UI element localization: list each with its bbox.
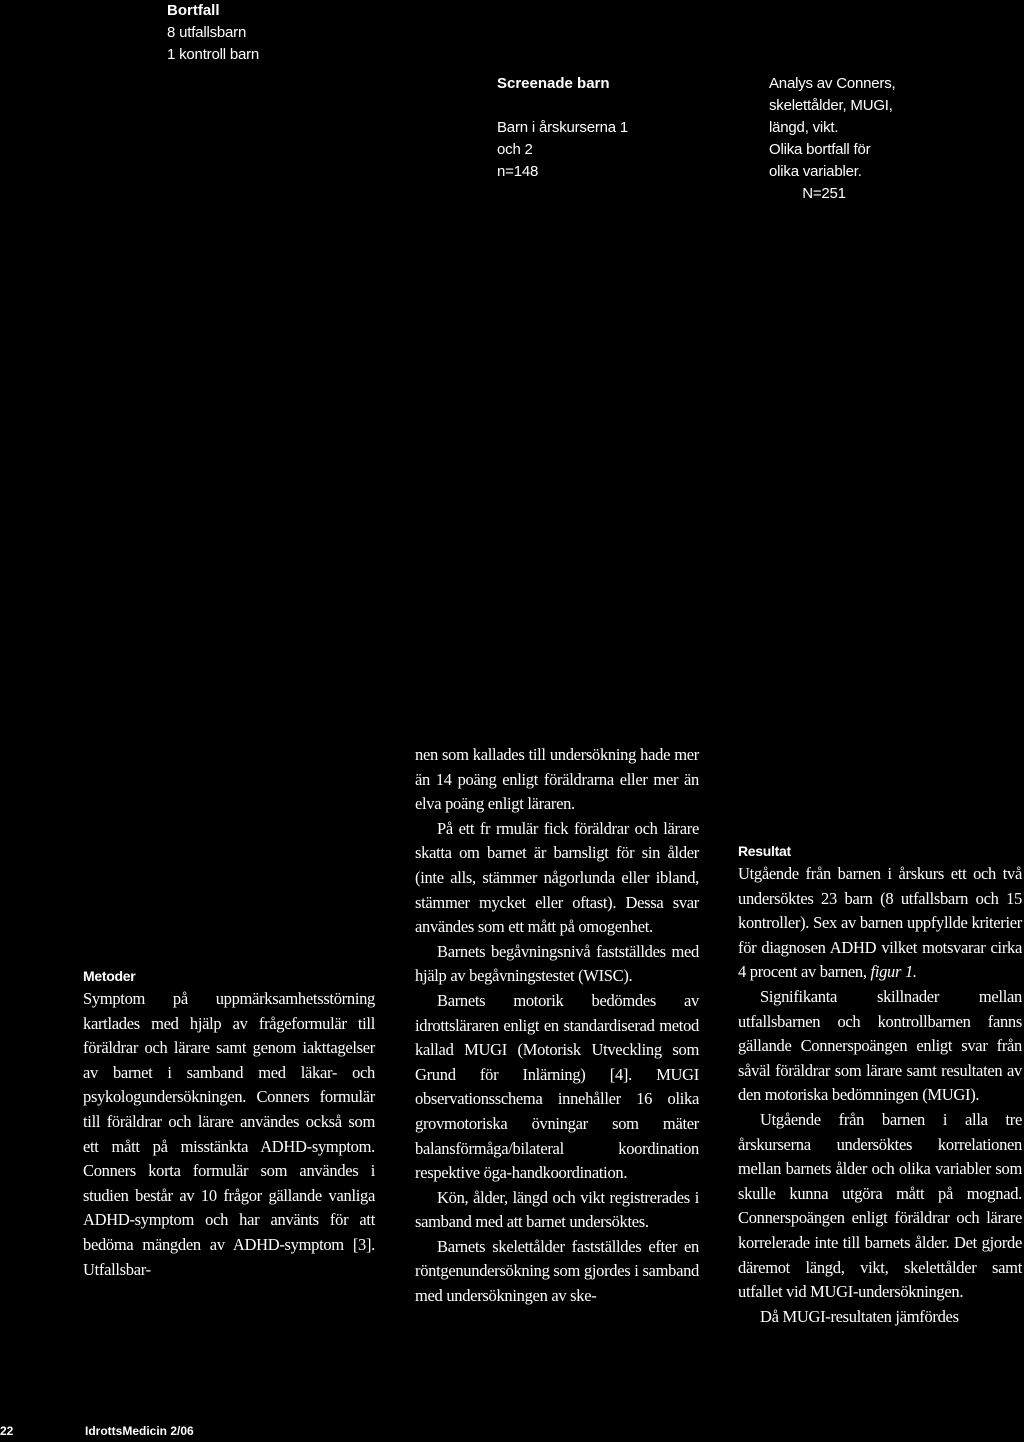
screened-box: [497, 73, 628, 183]
analysis-line: olika variabler.: [769, 163, 862, 180]
dropout-line: 8 utfallsbarn: [167, 24, 247, 41]
screened-line: n=148: [497, 163, 539, 180]
analysis-box: [769, 73, 969, 205]
results-paragraph: [738, 862, 1022, 985]
screened-heading: Screenade barn: [497, 75, 610, 92]
column-results: [738, 840, 1022, 1329]
journal-name: IdrottsMedicin 2/06: [85, 1424, 194, 1438]
methods-paragraph: Symptom på uppmärksamhetsstörning kartlades med hjälp av frågeformulär till föräldrar och lärare samt genom iakttagelser av barnet i samband med läkar- och psykologundersökningen. Conners formulär till föräldrar och lärare användes också som ett mått på misstänkta ADHD-symptom. Conners korta formulär som användes i studien består av 10 frågor gällande vanliga ADHD-symptom och har använts för att bedöma mängden av ADHD-symptom [3]. Utfallsbar-: [83, 989, 375, 1279]
body-paragraph: Barnets motorik bedömdes av idrottsläraren enligt en standardiserad metod kallad MUGI (Motorisk Utveckling som Grund för Inlärning) [4]. MUGI observationsschema innehåller 16 olika grovmotoriska övningar som mäter balansförmåga/bilateral koordination respektive öga-handkoordination.: [415, 990, 699, 1183]
results-paragraph: Då MUGI-resultaten jämfördes: [760, 1306, 959, 1326]
screened-line: och 2: [497, 141, 533, 158]
analysis-line: Analys av Conners,: [769, 75, 896, 92]
analysis-line: skelettålder, MUGI,: [769, 97, 893, 114]
screened-line: Barn i årskurserna 1: [497, 119, 629, 136]
body-paragraph: Kön, ålder, längd och vikt registrerades i samband med att barnet undersöktes.: [415, 1187, 699, 1232]
analysis-line: N=251: [802, 185, 846, 202]
analysis-line: Olika bortfall för: [769, 141, 871, 158]
results-paragraph: Signifikanta skillnader mellan utfallsbarnen och kontrollbarnen fanns gällande Connerspoängen enligt svar från såväl föräldrar som lärare samt resultaten av den motoriska bedömningen (MUGI).: [738, 986, 1022, 1105]
body-paragraph: Barnets begåvningsnivå fastställdes med hjälp av begåvningstestet (WISC).: [415, 941, 699, 986]
column-methods: [83, 965, 375, 1282]
dropout-line: 1 kontroll barn: [167, 46, 260, 63]
body-paragraph: nen som kallades till undersökning hade mer än 14 poäng enligt föräldrarna eller mer än elva poäng enligt läraren.: [415, 745, 699, 814]
column-middle: [415, 743, 699, 1309]
page-number: 22: [0, 1424, 14, 1438]
body-paragraph: Barnets skelettålder fastställdes efter en röntgenundersökning som gjordes i samband med undersökningen av ske-: [415, 1236, 699, 1306]
results-heading: Resultat: [738, 843, 791, 859]
dropout-box: [167, 0, 259, 66]
dropout-heading: Bortfall: [167, 2, 220, 19]
methods-heading: Metoder: [83, 968, 136, 984]
figure-reference: figur 1.: [870, 962, 917, 982]
analysis-line: längd, vikt.: [769, 119, 839, 136]
results-paragraph: Utgående från barnen i alla tre årskurserna undersöktes korrelationen mellan barnets ålder och olika variabler som skulle kunna utgöra mått på mognad. Connerspoängen enligt föräldrar och lärare korrelerade inte till barnets ålder. Det gjorde däremot längd, vikt, skelettålder samt utfallet vid MUGI-undersökningen.: [738, 1109, 1022, 1302]
results-text: Utgående från barnen i årskurs ett och två undersöktes 23 barn (8 utfallsbarn och 15 kontroller). Sex av barnen uppfyllde kriterier för diagnosen ADHD vilket motsvarar cirka 4 procent av barnen,: [738, 864, 1022, 982]
body-paragraph: På ett fr rmulär fick föräldrar och lärare skatta om barnet är barnsligt för sin ålder (inte alls, stämmer någorlunda eller ibland, stämmer mycket eller oftast). Dessa svar användes som ett mått på omogenhet.: [415, 818, 699, 937]
